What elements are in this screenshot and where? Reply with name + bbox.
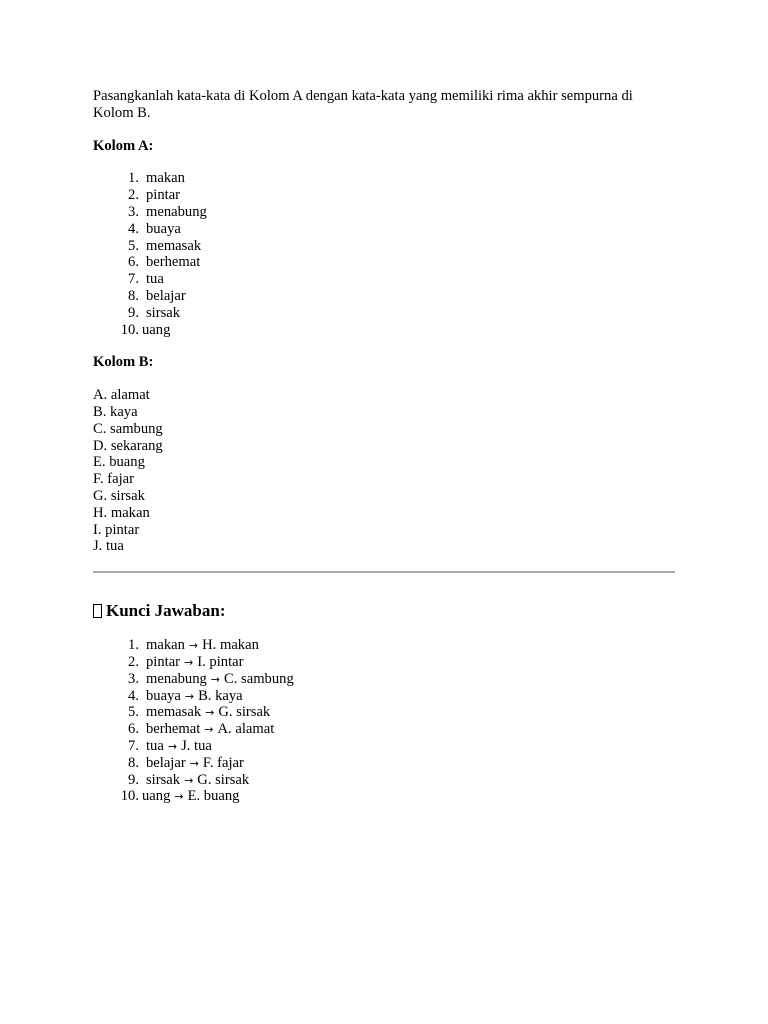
horizontal-divider — [93, 571, 675, 573]
arrow-icon: → — [188, 639, 199, 653]
list-item: 2. pintar — [128, 187, 181, 204]
answer-key-list — [93, 637, 675, 805]
arrow-icon: → — [167, 739, 178, 753]
list-item: 9. sirsak — [128, 304, 181, 321]
kolom-a-heading: Kolom A: — [93, 137, 154, 154]
arrow-icon: → — [210, 672, 221, 686]
list-item: 10. uang — [120, 321, 171, 338]
list-item: H. makan — [93, 504, 150, 521]
list-item: 8. belajar → F. fajar — [128, 754, 244, 771]
arrow-icon: → — [184, 689, 195, 703]
list-item: 7. tua — [128, 271, 164, 288]
arrow-icon: → — [184, 773, 194, 787]
list-item: 3. menabung — [128, 203, 207, 220]
list-item: C. sambung — [93, 420, 163, 437]
list-item: 7. tua → J. tua — [128, 737, 212, 754]
list-item: 8. belajar — [128, 287, 186, 304]
answer-key-heading — [93, 601, 675, 621]
list-item: A. alamat — [93, 387, 150, 404]
kolom-b-heading: Kolom B: — [93, 354, 154, 371]
list-item: 1. makan — [128, 170, 185, 187]
arrow-icon: → — [184, 655, 194, 669]
list-item: 9. sirsak → G. sirsak — [128, 771, 250, 788]
list-item: 10. uang → E. buang — [120, 788, 240, 805]
list-item: I. pintar — [93, 521, 140, 538]
list-item: 4. buaya — [128, 220, 181, 237]
kolom-b-list — [93, 387, 675, 555]
list-item: D. sekarang — [93, 437, 163, 454]
list-item: 5. memasak — [128, 237, 202, 254]
arrow-icon: → — [174, 790, 184, 804]
list-item: 3. menabung → C. sambung — [128, 670, 294, 687]
list-item: 6. berhemat → A. alamat — [128, 721, 275, 738]
list-item: J. tua — [93, 538, 124, 555]
list-item: B. kaya — [93, 403, 138, 420]
arrow-icon: → — [205, 706, 215, 720]
list-item: 5. memasak → G. sirsak — [128, 704, 271, 721]
arrow-icon: → — [204, 723, 214, 737]
list-item: 2. pintar → I. pintar — [128, 653, 244, 670]
box-icon — [93, 604, 102, 618]
list-item: 4. buaya → B. kaya — [128, 687, 243, 704]
kolom-a-list — [93, 170, 675, 338]
list-item: E. buang — [93, 454, 145, 471]
list-item: 1. makan → H. makan — [128, 637, 259, 654]
arrow-icon: → — [189, 756, 199, 770]
instruction-text: Pasangkanlah kata-kata di Kolom A dengan kata-kata yang memiliki rima akhir sempurna di Kolom B. — [93, 88, 633, 121]
list-item: 6. berhemat — [128, 254, 201, 271]
list-item: G. sirsak — [93, 487, 145, 504]
answer-key-title: Kunci Jawaban: — [106, 601, 226, 621]
list-item: F. fajar — [93, 471, 134, 488]
